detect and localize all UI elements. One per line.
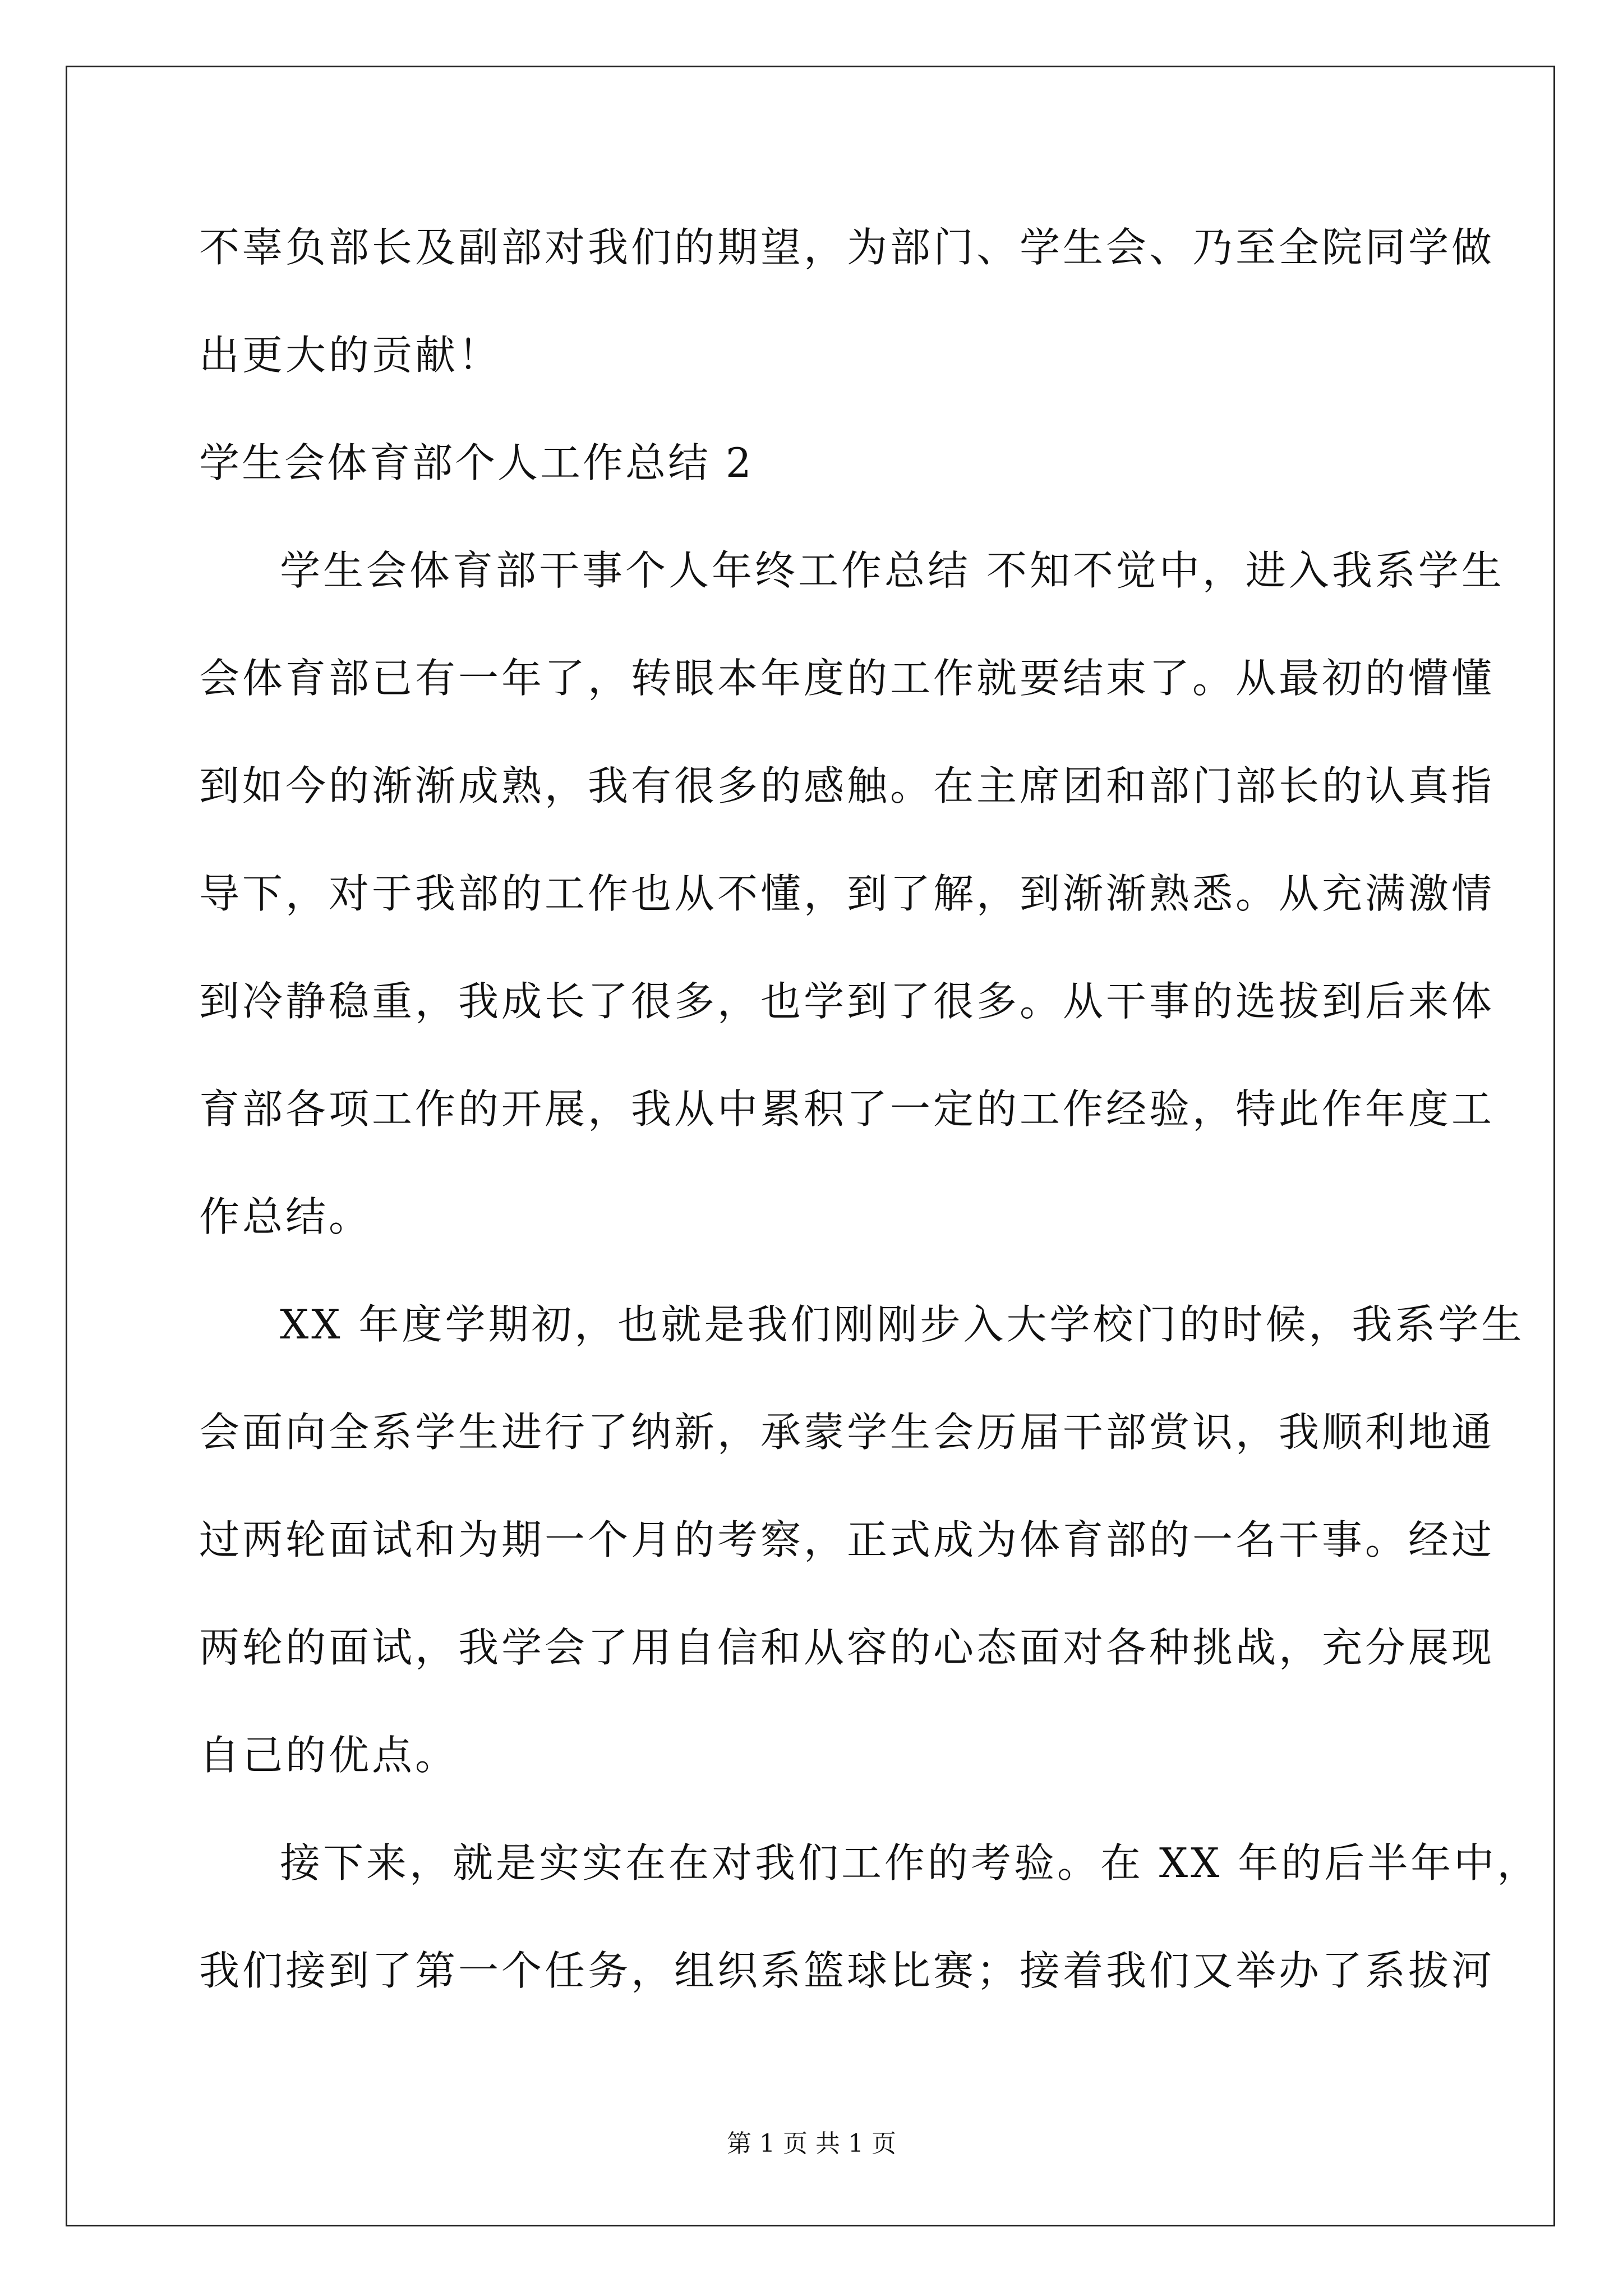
document-body	[199, 194, 1541, 2024]
text-line: 会体育部已有一年了，转眼本年度的工作就要结束了。从最初的懵懂	[199, 655, 1495, 702]
section-title: 学生会体育部个人工作总结 2	[199, 439, 754, 486]
text-line: 到冷静稳重，我成长了很多，也学到了很多。从干事的选拔到后来体	[199, 978, 1495, 1025]
text-line: 自己的优点。	[199, 1732, 459, 1779]
text-line: 会面向全系学生进行了纳新，承蒙学生会历届干部赏识，我顺利地通	[199, 1409, 1495, 1456]
text-line: 学生会体育部干事个人年终工作总结 不知不觉中，进入我系学生	[280, 547, 1505, 594]
text-line: 导下，对于我部的工作也从不懂，到了解，到渐渐熟悉。从充满激情	[199, 870, 1495, 917]
text-line: 我们接到了第一个任务，组织系篮球比赛；接着我们又举办了系拔河	[199, 1947, 1495, 1994]
text-line: 出更大的贡献！	[199, 332, 502, 379]
text-line: 接下来，就是实实在在对我们工作的考验。在 XX 年的后半年中，	[280, 1839, 1541, 1887]
page-footer: 第 1 页 共 1 页	[727, 2129, 896, 2158]
text-line: 过两轮面试和为期一个月的考察，正式成为体育部的一名干事。经过	[199, 1516, 1495, 1563]
text-line: 不辜负部长及副部对我们的期望，为部门、学生会、乃至全院同学做	[199, 224, 1495, 271]
text-line: 到如今的渐渐成熟，我有很多的感触。在主席团和部门部长的认真指	[199, 762, 1495, 809]
text-line: 两轮的面试，我学会了用自信和从容的心态面对各种挑战，充分展现	[199, 1624, 1495, 1671]
text-line: XX 年度学期初，也就是我们刚刚步入大学校门的时候，我系学生	[280, 1301, 1525, 1348]
text-line: 作总结。	[199, 1193, 372, 1240]
text-line: 育部各项工作的开展，我从中累积了一定的工作经验，特此作年度工	[199, 1085, 1495, 1133]
